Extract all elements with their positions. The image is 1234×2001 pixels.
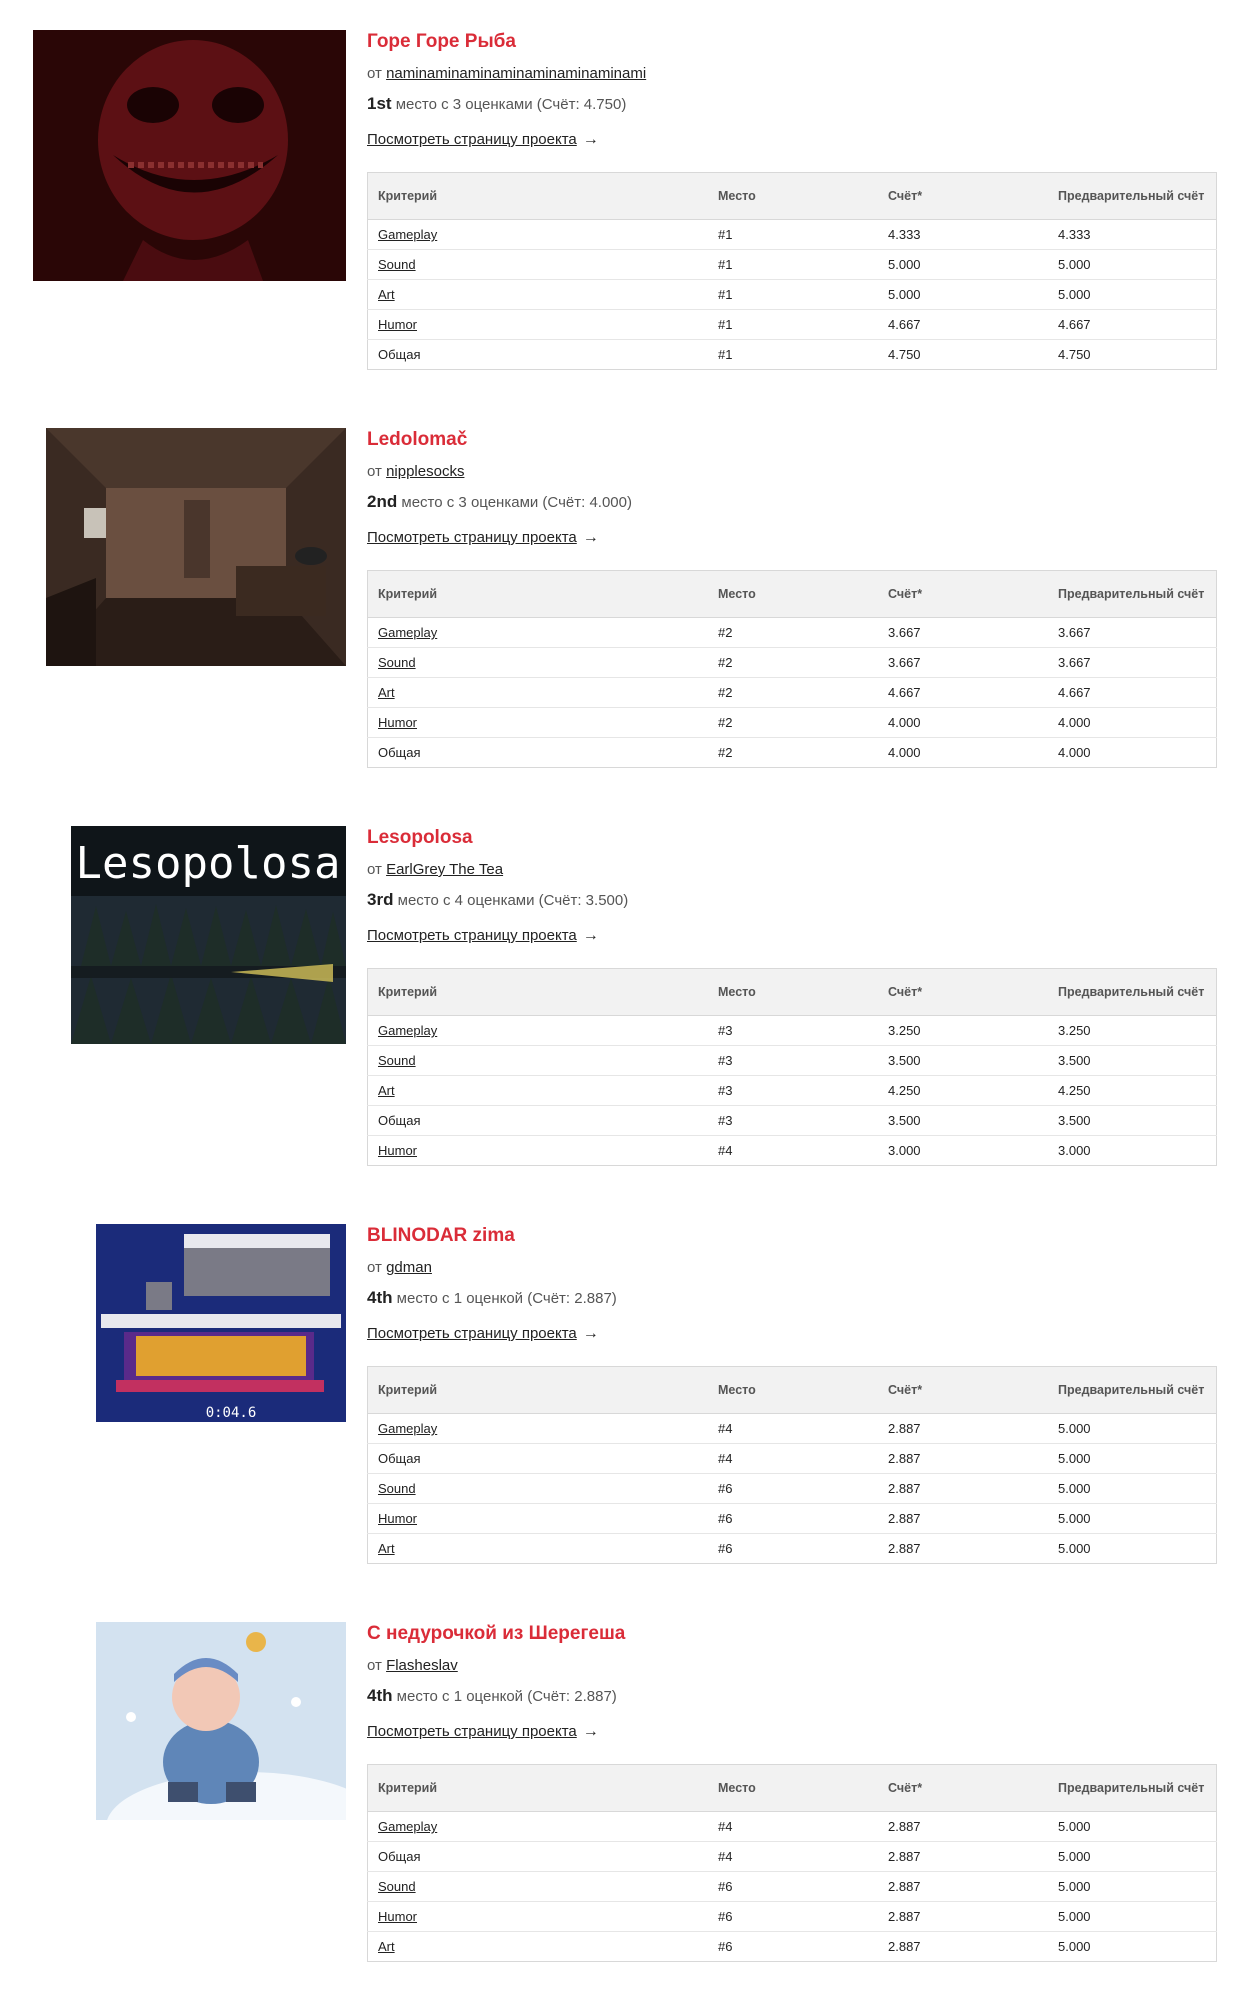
header-score: Счёт* [878,571,1048,618]
table-row [368,1136,1217,1166]
criterion-cell [368,1414,709,1444]
criterion-cell [368,1932,709,1962]
author-link[interactable]: EarlGrey The Tea [386,861,504,878]
game-thumbnail[interactable] [96,1622,346,1820]
header-place: Место [708,571,878,618]
score-cell: 3.500 [878,1046,1048,1076]
header-score: Счёт* [878,1367,1048,1414]
criterion-cell [368,220,709,250]
author-line [367,861,503,878]
placement-line [367,492,632,512]
criterion-cell [368,1842,709,1872]
raw-score-cell: 4.333 [1048,220,1217,250]
criterion-cell [368,1504,709,1534]
criteria-table [367,968,1217,1166]
score-cell: 2.887 [878,1872,1048,1902]
table-header [368,173,1217,220]
table-row [368,1872,1217,1902]
raw-score-cell: 3.250 [1048,1016,1217,1046]
by-label: от [367,65,387,82]
thumbnail-link[interactable] [33,30,346,286]
table-header [368,969,1217,1016]
criterion-link[interactable]: Art [378,685,395,700]
raw-score-cell: 5.000 [1048,1414,1217,1444]
author-line [367,1657,458,1674]
score-cell: 4.667 [878,678,1048,708]
author-link[interactable]: Flasheslav [386,1657,458,1674]
criterion-cell [368,1136,709,1166]
place-cell: #2 [708,648,878,678]
raw-score-cell: 4.667 [1048,310,1217,340]
place-cell: #6 [718,1541,733,1556]
criterion-link[interactable]: Gameplay [378,1023,438,1038]
raw-score-cell: 3.667 [1048,648,1217,678]
criterion-label: Общая [378,1451,421,1466]
raw-score-cell: 5.000 [1048,1474,1217,1504]
header-criterion: Критерий [368,1367,709,1414]
criterion-cell [368,1076,709,1106]
view-project-line [367,131,599,149]
raw-score-cell: 4.250 [1048,1076,1217,1106]
table-row [368,1504,1217,1534]
raw-score-cell: 5.000 [1058,1939,1091,1954]
table-body [368,1414,1217,1564]
table-body [368,618,1217,768]
header-raw-score: Предварительный счёт [1048,969,1217,1016]
criterion-label: Общая [378,745,421,760]
criterion-link[interactable]: Humor [378,1511,418,1526]
place-cell: #2 [718,745,733,760]
place-cell: #4 [708,1414,878,1444]
game-thumbnail[interactable] [71,826,346,1044]
table-row [368,250,1217,280]
table-body [368,1016,1217,1166]
raw-score-cell: 3.000 [1058,1143,1091,1158]
header-place: Место [708,1367,878,1414]
placement-ordinal: 4th [367,1686,393,1705]
table-row [368,340,1217,370]
raw-score-cell: 4.000 [1058,745,1091,760]
criterion-link[interactable]: Gameplay [378,1421,438,1436]
game-title-link[interactable]: Lesopolosa [367,827,473,848]
criterion-cell [368,310,709,340]
score-cell: 2.887 [878,1504,1048,1534]
header-place: Место [708,1765,878,1812]
game-title-link[interactable]: Ledolomač [367,429,468,450]
view-project-line [367,927,599,945]
place-cell: #6 [718,1939,733,1954]
raw-score-cell: 3.500 [1048,1106,1217,1136]
criterion-label: Общая [378,347,421,362]
place-cell: #1 [718,347,733,362]
thumbnail-link[interactable] [96,1224,346,1427]
thumbnail-timer-text: 0:04.6 [205,1405,257,1421]
game-title-link[interactable]: С недурочкой из Шерегеша [367,1623,626,1644]
table-row [368,1902,1217,1932]
header-row [368,1367,1217,1414]
game-thumbnail[interactable] [46,428,346,666]
table-row [368,678,1217,708]
thumbnail-link[interactable] [96,1622,346,1825]
criterion-cell [368,250,709,280]
arrow-right-icon: → [582,529,599,546]
score-cell: 4.000 [878,708,1048,738]
table-row [368,738,1217,768]
score-cell: 4.250 [878,1076,1048,1106]
criterion-link[interactable]: Sound [378,1053,416,1068]
place-cell: #1 [708,220,878,250]
thumbnail-title-text: Lesopolosa [75,838,341,889]
arrow-right-icon: → [582,131,599,148]
view-project-line [367,1325,599,1343]
table-row [368,648,1217,678]
criteria-table [367,172,1217,370]
place-cell: #4 [708,1842,878,1872]
criterion-cell [368,1016,709,1046]
criterion-label: Общая [378,1113,421,1128]
criterion-cell [368,280,709,310]
placement-line [367,890,628,910]
table-row [368,1076,1217,1106]
score-cell: 5.000 [878,250,1048,280]
criterion-link[interactable]: Sound [378,1481,416,1496]
header-criterion: Критерий [368,173,709,220]
placement-text: место с 4 оценками (Счёт: 3.500) [393,892,629,909]
raw-score-cell: 3.667 [1048,618,1217,648]
place-cell: #1 [708,250,878,280]
raw-score-cell: 5.000 [1048,1872,1217,1902]
criteria-table [367,570,1217,768]
game-title-link[interactable]: Горе Горе Рыба [367,31,516,52]
criterion-link[interactable]: Humor [378,317,418,332]
place-cell: #3 [708,1076,878,1106]
criterion-cell [368,648,709,678]
header-row [368,1765,1217,1812]
author-line [367,65,646,82]
criterion-link[interactable]: Art [378,1939,395,1954]
criterion-cell [368,678,709,708]
header-raw-score: Предварительный счёт [1048,173,1217,220]
place-cell: #2 [708,618,878,648]
header-raw-score: Предварительный счёт [1048,1765,1217,1812]
thumbnail-link[interactable] [46,428,346,671]
criterion-link[interactable]: Art [378,287,395,302]
view-project-line [367,529,599,547]
table-row [368,1046,1217,1076]
score-cell: 3.667 [878,648,1048,678]
table-body [368,1812,1217,1962]
score-cell: 2.887 [878,1444,1048,1474]
table-row [368,1016,1217,1046]
table-row [368,1474,1217,1504]
table-row [368,1812,1217,1842]
place-cell: #4 [708,1444,878,1474]
table-header [368,1367,1217,1414]
placement-text: место с 1 оценкой (Счёт: 2.887) [392,1688,617,1705]
placement-ordinal: 3rd [367,890,394,909]
raw-score-cell: 5.000 [1048,1902,1217,1932]
score-cell: 3.500 [878,1106,1048,1136]
game-thumbnail[interactable] [33,30,346,281]
table-row [368,1414,1217,1444]
criterion-link[interactable]: Art [378,1083,395,1098]
view-project-link[interactable]: Посмотреть страницу проекта [367,1723,577,1740]
score-cell: 3.000 [888,1143,921,1158]
author-line [367,1259,432,1276]
place-cell: #3 [708,1106,878,1136]
criterion-link[interactable]: Humor [378,1909,418,1924]
criterion-link[interactable]: Humor [378,715,418,730]
table-row [368,708,1217,738]
table-row [368,1932,1217,1962]
criterion-cell [368,1106,709,1136]
placement-ordinal: 4th [367,1288,393,1307]
header-place: Место [708,969,878,1016]
criterion-link[interactable]: Sound [378,1879,416,1894]
score-cell: 2.887 [878,1474,1048,1504]
criterion-cell [368,1812,709,1842]
table-row [368,1444,1217,1474]
criteria-table [367,1764,1217,1962]
table-row [368,1534,1217,1564]
criterion-cell [368,1474,709,1504]
placement-ordinal: 1st [367,94,392,113]
score-cell: 5.000 [878,280,1048,310]
header-criterion: Критерий [368,969,709,1016]
place-cell: #4 [718,1143,733,1158]
score-cell: 4.333 [878,220,1048,250]
score-cell: 2.887 [888,1541,921,1556]
place-cell: #2 [708,708,878,738]
header-row [368,969,1217,1016]
criterion-link[interactable]: Sound [378,257,416,272]
table-body [368,220,1217,370]
score-cell: 2.887 [878,1414,1048,1444]
thumbnail-link[interactable] [71,826,346,1049]
by-label: от [367,861,387,878]
author-line [367,463,464,480]
table-row [368,310,1217,340]
place-cell: #4 [708,1812,878,1842]
criterion-link[interactable]: Gameplay [378,625,438,640]
place-cell: #6 [708,1902,878,1932]
placement-ordinal: 2nd [367,492,398,511]
score-cell: 3.250 [878,1016,1048,1046]
table-row [368,1106,1217,1136]
by-label: от [367,1259,387,1276]
header-place: Место [708,173,878,220]
place-cell: #3 [708,1046,878,1076]
view-project-line [367,1723,599,1741]
raw-score-cell: 5.000 [1048,1842,1217,1872]
criterion-cell [368,1872,709,1902]
raw-score-cell: 3.500 [1048,1046,1217,1076]
header-raw-score: Предварительный счёт [1048,1367,1217,1414]
criterion-cell [368,1046,709,1076]
criterion-link[interactable]: Gameplay [378,1819,438,1834]
place-cell: #6 [708,1504,878,1534]
header-score: Счёт* [878,969,1048,1016]
criterion-cell [368,1902,709,1932]
header-row [368,571,1217,618]
score-cell: 3.667 [878,618,1048,648]
view-project-link[interactable]: Посмотреть страницу проекта [367,529,577,546]
raw-score-cell: 5.000 [1048,1812,1217,1842]
game-thumbnail[interactable] [96,1224,346,1422]
score-cell: 2.887 [878,1842,1048,1872]
criterion-cell [368,340,709,370]
game-title-link[interactable]: BLINODAR zima [367,1225,515,1246]
criterion-cell [368,708,709,738]
raw-score-cell: 5.000 [1048,250,1217,280]
header-criterion: Критерий [368,1765,709,1812]
score-cell: 4.000 [888,745,921,760]
place-cell: #3 [708,1016,878,1046]
header-score: Счёт* [878,173,1048,220]
raw-score-cell: 4.000 [1048,708,1217,738]
header-criterion: Критерий [368,571,709,618]
author-link[interactable]: nipplesocks [386,463,465,480]
by-label: от [367,1657,387,1674]
table-header [368,1765,1217,1812]
place-cell: #1 [708,280,878,310]
placement-text: место с 3 оценками (Счёт: 4.000) [397,494,632,511]
table-row [368,280,1217,310]
table-row [368,1842,1217,1872]
criterion-cell [368,618,709,648]
criterion-cell [368,1444,709,1474]
placement-line [367,94,626,114]
score-cell: 2.887 [878,1902,1048,1932]
score-cell: 2.887 [888,1939,921,1954]
by-label: от [367,463,387,480]
header-score: Счёт* [878,1765,1048,1812]
raw-score-cell: 4.750 [1058,347,1091,362]
place-cell: #6 [708,1872,878,1902]
place-cell: #6 [708,1474,878,1504]
header-raw-score: Предварительный счёт [1048,571,1217,618]
raw-score-cell: 5.000 [1048,1504,1217,1534]
table-row [368,618,1217,648]
placement-text: место с 3 оценками (Счёт: 4.750) [391,96,627,113]
criteria-table [367,1366,1217,1564]
criterion-label: Общая [378,1849,421,1864]
raw-score-cell: 5.000 [1048,1444,1217,1474]
score-cell: 2.887 [878,1812,1048,1842]
placement-line [367,1686,617,1706]
place-cell: #1 [708,310,878,340]
criterion-link[interactable]: Art [378,1541,395,1556]
author-link[interactable]: naminaminaminaminaminaminaminami [386,65,647,82]
view-project-link[interactable]: Посмотреть страницу проекта [367,131,577,148]
raw-score-cell: 5.000 [1058,1541,1091,1556]
criterion-link[interactable]: Humor [378,1143,418,1158]
raw-score-cell: 5.000 [1048,280,1217,310]
criterion-cell [368,738,709,768]
view-project-link[interactable]: Посмотреть страницу проекта [367,927,577,944]
criterion-link[interactable]: Gameplay [378,227,438,242]
criterion-cell [368,1534,709,1564]
arrow-right-icon: → [582,927,599,944]
view-project-link[interactable]: Посмотреть страницу проекта [367,1325,577,1342]
table-row [368,220,1217,250]
raw-score-cell: 4.667 [1048,678,1217,708]
table-header [368,571,1217,618]
score-cell: 4.750 [888,347,921,362]
author-link[interactable]: gdman [386,1259,432,1276]
placement-text: место с 1 оценкой (Счёт: 2.887) [392,1290,617,1307]
header-row [368,173,1217,220]
criterion-link[interactable]: Sound [378,655,416,670]
place-cell: #2 [708,678,878,708]
placement-line [367,1288,617,1308]
score-cell: 4.667 [878,310,1048,340]
arrow-right-icon: → [582,1723,599,1740]
arrow-right-icon: → [582,1325,599,1342]
